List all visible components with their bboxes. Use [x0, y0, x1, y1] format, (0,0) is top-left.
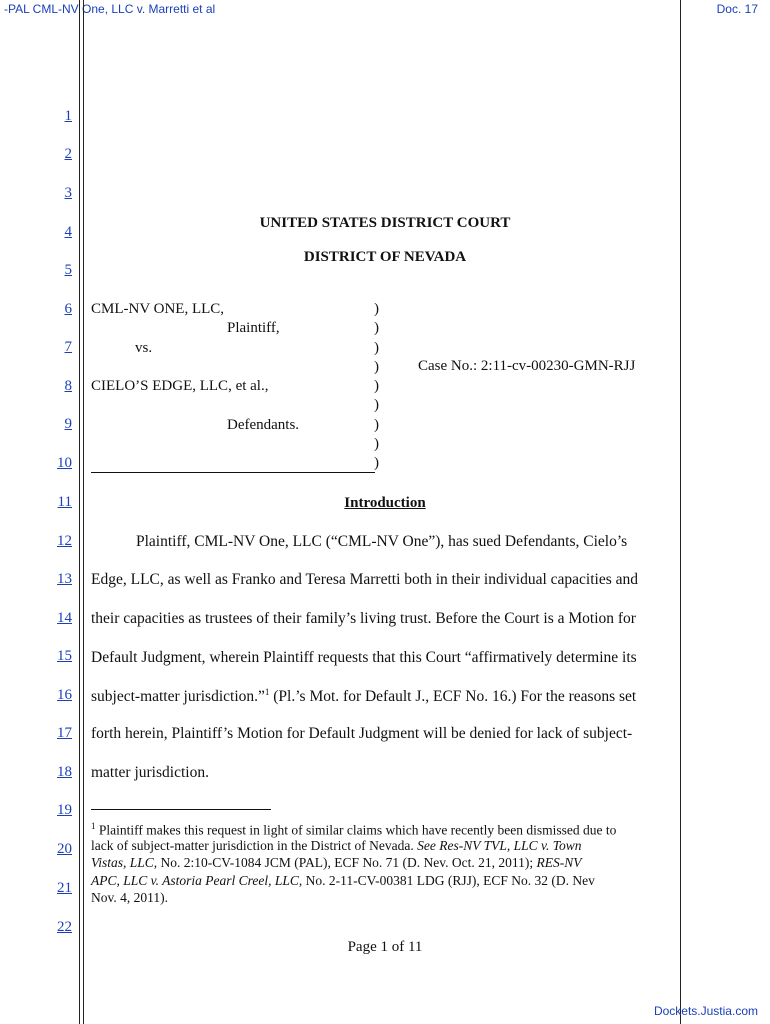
margin-rule-left-inner: [83, 0, 84, 1024]
footnote-citation: APC, LLC v. Astoria Pearl Creel, LLC: [91, 873, 299, 888]
body-line: [91, 687, 671, 706]
line-number[interactable]: 14: [57, 610, 72, 626]
line-number[interactable]: 20: [57, 841, 72, 857]
footnote-text: , No. 2:10-CV-1084 JCM (PAL), ECF No. 71 (D. Nev. Oct. 21, 2011);: [153, 855, 537, 870]
versus-label: vs.: [135, 340, 153, 356]
case-number: Case No.: 2:11-cv-00230-GMN-RJJ: [418, 358, 636, 374]
footnote-citation: See Res-NV TVL, LLC v. Town: [417, 838, 582, 853]
line-number[interactable]: 15: [57, 648, 72, 664]
caption-paren: ): [374, 320, 379, 336]
header-case-link[interactable]: -PAL CML-NV One, LLC v. Marretti et al: [4, 2, 216, 16]
doc-number-link[interactable]: Doc. 17: [716, 2, 758, 16]
line-number[interactable]: 3: [64, 185, 72, 201]
source-link[interactable]: Dockets.Justia.com: [653, 1004, 758, 1018]
body-line: matter jurisdiction.: [91, 764, 209, 781]
footnote-reference[interactable]: 1: [264, 687, 270, 697]
defendant-role: Defendants.: [227, 417, 300, 433]
caption-paren: ): [374, 397, 379, 413]
margin-rule-right: [680, 0, 681, 1024]
line-number[interactable]: 12: [57, 533, 72, 549]
caption-paren: ): [374, 359, 379, 375]
footnote-citation: RES-NV: [536, 855, 582, 870]
caption-paren: ): [374, 301, 379, 317]
line-number[interactable]: 19: [57, 802, 72, 818]
footnote-text: Nov. 4, 2011).: [91, 890, 168, 905]
line-number[interactable]: 7: [64, 339, 72, 355]
line-number[interactable]: 1: [64, 108, 72, 124]
body-line: forth herein, Plaintiff’s Motion for Default Judgment will be denied for lack of subject-: [91, 725, 633, 742]
footnote-separator: [91, 809, 271, 810]
line-number[interactable]: 2: [64, 146, 72, 162]
defendant-name: CIELO’S EDGE, LLC, et al.,: [91, 378, 269, 394]
line-number[interactable]: 16: [57, 687, 72, 703]
footnote-marker: 1: [91, 821, 96, 831]
line-number[interactable]: 10: [57, 455, 72, 471]
caption-underline: [91, 472, 375, 473]
line-number[interactable]: 6: [64, 301, 72, 317]
line-number[interactable]: 17: [57, 725, 72, 741]
page-number: Page 1 of 11: [347, 939, 423, 955]
caption-paren: ): [374, 340, 379, 356]
footnote-text: , No. 2-11-CV-00381 LDG (RJJ), ECF No. 32 (D. Nev: [298, 873, 595, 888]
body-line: their capacities as trustees of their family’s living trust. Before the Court is a Motion for: [91, 610, 636, 627]
footnote-citation: Vistas, LLC: [91, 855, 154, 870]
body-line: Edge, LLC, as well as Franko and Teresa Marretti both in their individual capacities and: [91, 571, 638, 588]
court-name: UNITED STATES DISTRICT COURT: [259, 215, 511, 231]
section-heading: Introduction: [344, 495, 426, 511]
footnote-text: Plaintiff makes this request in light of similar claims which have recently been dismissed due to: [98, 822, 617, 838]
footnote-text: lack of subject-matter jurisdiction in the District of Nevada.: [91, 838, 418, 853]
line-number[interactable]: 18: [57, 764, 72, 780]
body-line: Default Judgment, wherein Plaintiff requests that this Court “affirmatively determine its: [91, 649, 637, 666]
body-text-span: (Pl.’s Mot. for Default J., ECF No. 16.) For the reasons set: [273, 688, 637, 706]
margin-rule-left-outer: [79, 0, 80, 1024]
caption-paren: ): [374, 436, 379, 452]
caption-paren: ): [374, 378, 379, 394]
line-number[interactable]: 4: [64, 224, 72, 240]
caption-paren: ): [374, 455, 379, 471]
court-district: DISTRICT OF NEVADA: [303, 249, 467, 265]
body-line: Plaintiff, CML-NV One, LLC (“CML-NV One”), has sued Defendants, Cielo’s: [136, 533, 628, 550]
plaintiff-name: CML-NV ONE, LLC,: [91, 301, 225, 317]
body-text-span: subject-matter jurisdiction.”: [91, 688, 265, 706]
line-number[interactable]: 5: [64, 262, 72, 278]
caption-paren: ): [374, 417, 379, 433]
line-number[interactable]: 11: [57, 494, 72, 510]
line-number[interactable]: 13: [57, 571, 72, 587]
plaintiff-role: Plaintiff,: [227, 320, 280, 336]
line-number[interactable]: 8: [64, 378, 72, 394]
line-number[interactable]: 21: [57, 880, 72, 896]
line-number[interactable]: 9: [64, 416, 72, 432]
line-number[interactable]: 22: [57, 919, 72, 935]
